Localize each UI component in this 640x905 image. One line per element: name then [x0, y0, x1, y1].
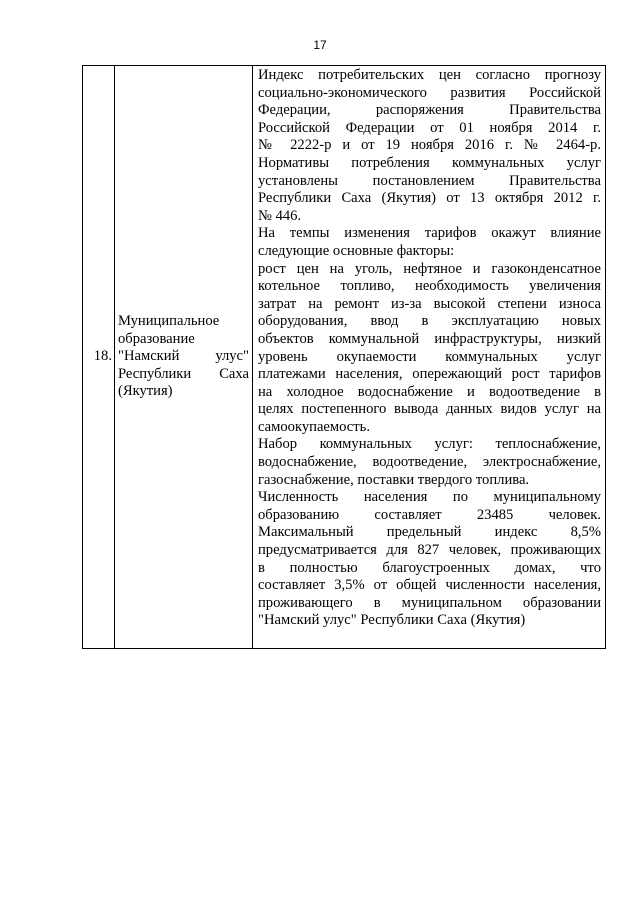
text-line: оборудования, ввод в эксплуатацию новых [258, 313, 601, 330]
municipality-name-line: образование [118, 330, 195, 347]
text-line: объектов коммунальной инфраструктуры, низкий [258, 330, 601, 347]
text-line: платежами населения, опережающий рост тарифов [258, 366, 601, 383]
text-line: уровень окупаемости коммунальных услуг [258, 348, 601, 365]
text-line: целях постепенного вывода данных видов услуг на [258, 401, 601, 418]
text-line: Нормативы потребления коммунальных услуг [258, 154, 601, 171]
page-number: 17 [313, 38, 327, 52]
text-line: Максимальный предельный индекс 8,5% [258, 524, 601, 541]
row-number: 18. [83, 66, 115, 649]
text-line: установлены постановлением Правительства [258, 172, 601, 189]
municipality-name-line: (Якутия) [118, 383, 173, 400]
text-line: составляет 3,5% от общей численности населения, [258, 577, 601, 594]
text-line: предусматривается для 827 человек, проживающих [258, 542, 601, 559]
text-line: Российской Федерации от 01 ноября 2014 г. [258, 119, 601, 136]
text-line: рост цен на уголь, нефтяное и газоконденсатное [258, 260, 601, 277]
text-line: самоокупаемость. [258, 418, 370, 435]
text-line: затрат на ремонт из-за высокой степени износа [258, 295, 601, 312]
text-line: № 446. [258, 207, 302, 224]
text-line: "Намский улус" Республики Саха (Якутия) [258, 612, 526, 629]
text-line: Республики Саха (Якутия) от 13 октября 2012 г. [258, 190, 601, 207]
text-line: образованию составляет 23485 человек. [258, 506, 601, 523]
text-line: в полностью благоустроенных домах, что [258, 559, 601, 576]
text-line: На темпы изменения тарифов окажут влияние [258, 225, 601, 242]
text-line: следующие основные факторы: [258, 242, 455, 259]
text-line: социально-экономического развития Российской [258, 84, 601, 101]
text-line: Численность населения по муниципальному [258, 489, 601, 506]
table-row [83, 66, 606, 649]
municipality-name [115, 66, 253, 649]
municipality-name-line: "Намский улус" [118, 348, 249, 365]
text-line: Федерации, распоряжения Правительства [258, 102, 601, 119]
tariff-table [82, 65, 606, 649]
text-line: котельное топливо, необходимость увеличения [258, 278, 601, 295]
municipality-name-line: Муниципальное [118, 313, 220, 330]
text-line: Индекс потребительских цен согласно прогнозу [258, 67, 601, 83]
text-line: № 2222-р и от 19 ноября 2016 г. № 2464-р. [258, 137, 601, 154]
text-line: на холодное водоснабжение и водоотведение в [258, 383, 601, 400]
text-line: газоснабжение, поставки твердого топлива. [258, 471, 530, 488]
description-cell [253, 66, 606, 649]
municipality-name-line: Республики Саха [118, 365, 249, 382]
text-line: Набор коммунальных услуг: теплоснабжение, [258, 436, 601, 453]
text-line: проживающего в муниципальном образовании [258, 594, 601, 611]
text-line: водоснабжение, водоотведение, электроснабжение, [258, 454, 601, 471]
